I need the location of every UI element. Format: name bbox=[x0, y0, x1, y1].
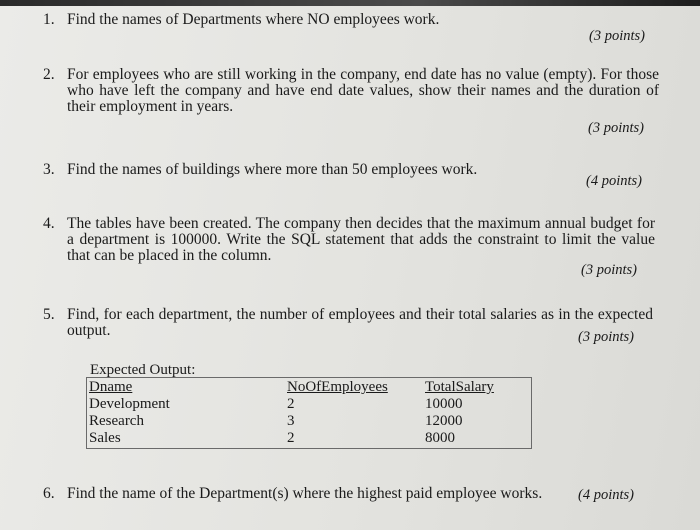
column-totalsalary bbox=[425, 379, 494, 447]
question-2-text: For employees who are still working in the company, end date has no value (empty). For those who have left the company and have end date values, show their names and the duration of their employment in years. bbox=[67, 66, 659, 115]
expected-output-table bbox=[86, 377, 532, 449]
question-1-number: 1. bbox=[43, 11, 55, 28]
header-dname: Dname bbox=[89, 379, 133, 395]
column-noofemployees bbox=[287, 379, 388, 447]
question-1-points: (3 points) bbox=[589, 28, 645, 44]
cell-totalsalary-2: 12000 bbox=[425, 413, 463, 429]
cell-totalsalary-1: 10000 bbox=[425, 396, 463, 412]
cell-noofemployees-2: 3 bbox=[287, 413, 295, 429]
header-noofemployees: NoOfEmployees bbox=[287, 379, 388, 395]
header-totalsalary: TotalSalary bbox=[425, 379, 494, 395]
question-3-text: Find the names of buildings where more than 50 employees work. bbox=[67, 161, 478, 178]
question-4-number: 4. bbox=[43, 215, 55, 232]
question-3-number: 3. bbox=[43, 161, 55, 178]
question-1-text: Find the names of Departments where NO employees work. bbox=[67, 11, 440, 28]
question-5-text: Find, for each department, the number of employees and their total salaries as in the expected output. bbox=[67, 306, 653, 339]
question-4-points: (3 points) bbox=[581, 262, 637, 278]
cell-dname-1: Development bbox=[89, 396, 170, 412]
question-2-points: (3 points) bbox=[588, 120, 644, 136]
question-4-text: The tables have been created. The company then decides that the maximum annual budget for a department is 100000. Write the SQL statement that adds the constraint to limit the value that can be placed in the column. bbox=[67, 215, 655, 264]
question-6-text: Find the name of the Department(s) where the highest paid employee works. bbox=[67, 485, 543, 502]
cell-noofemployees-1: 2 bbox=[287, 396, 295, 412]
question-5-points: (3 points) bbox=[578, 329, 634, 345]
column-dname bbox=[89, 379, 170, 447]
question-2-number: 2. bbox=[43, 66, 55, 83]
cell-dname-2: Research bbox=[89, 413, 144, 429]
question-5-number: 5. bbox=[43, 306, 55, 323]
question-3-points: (4 points) bbox=[586, 173, 642, 189]
cell-totalsalary-3: 8000 bbox=[425, 430, 455, 446]
cell-noofemployees-3: 2 bbox=[287, 430, 295, 446]
cell-dname-3: Sales bbox=[89, 430, 121, 446]
question-6-points: (4 points) bbox=[578, 487, 634, 503]
expected-output-label: Expected Output: bbox=[90, 362, 196, 378]
question-6-number: 6. bbox=[43, 485, 55, 502]
photo-top-edge bbox=[0, 0, 700, 6]
